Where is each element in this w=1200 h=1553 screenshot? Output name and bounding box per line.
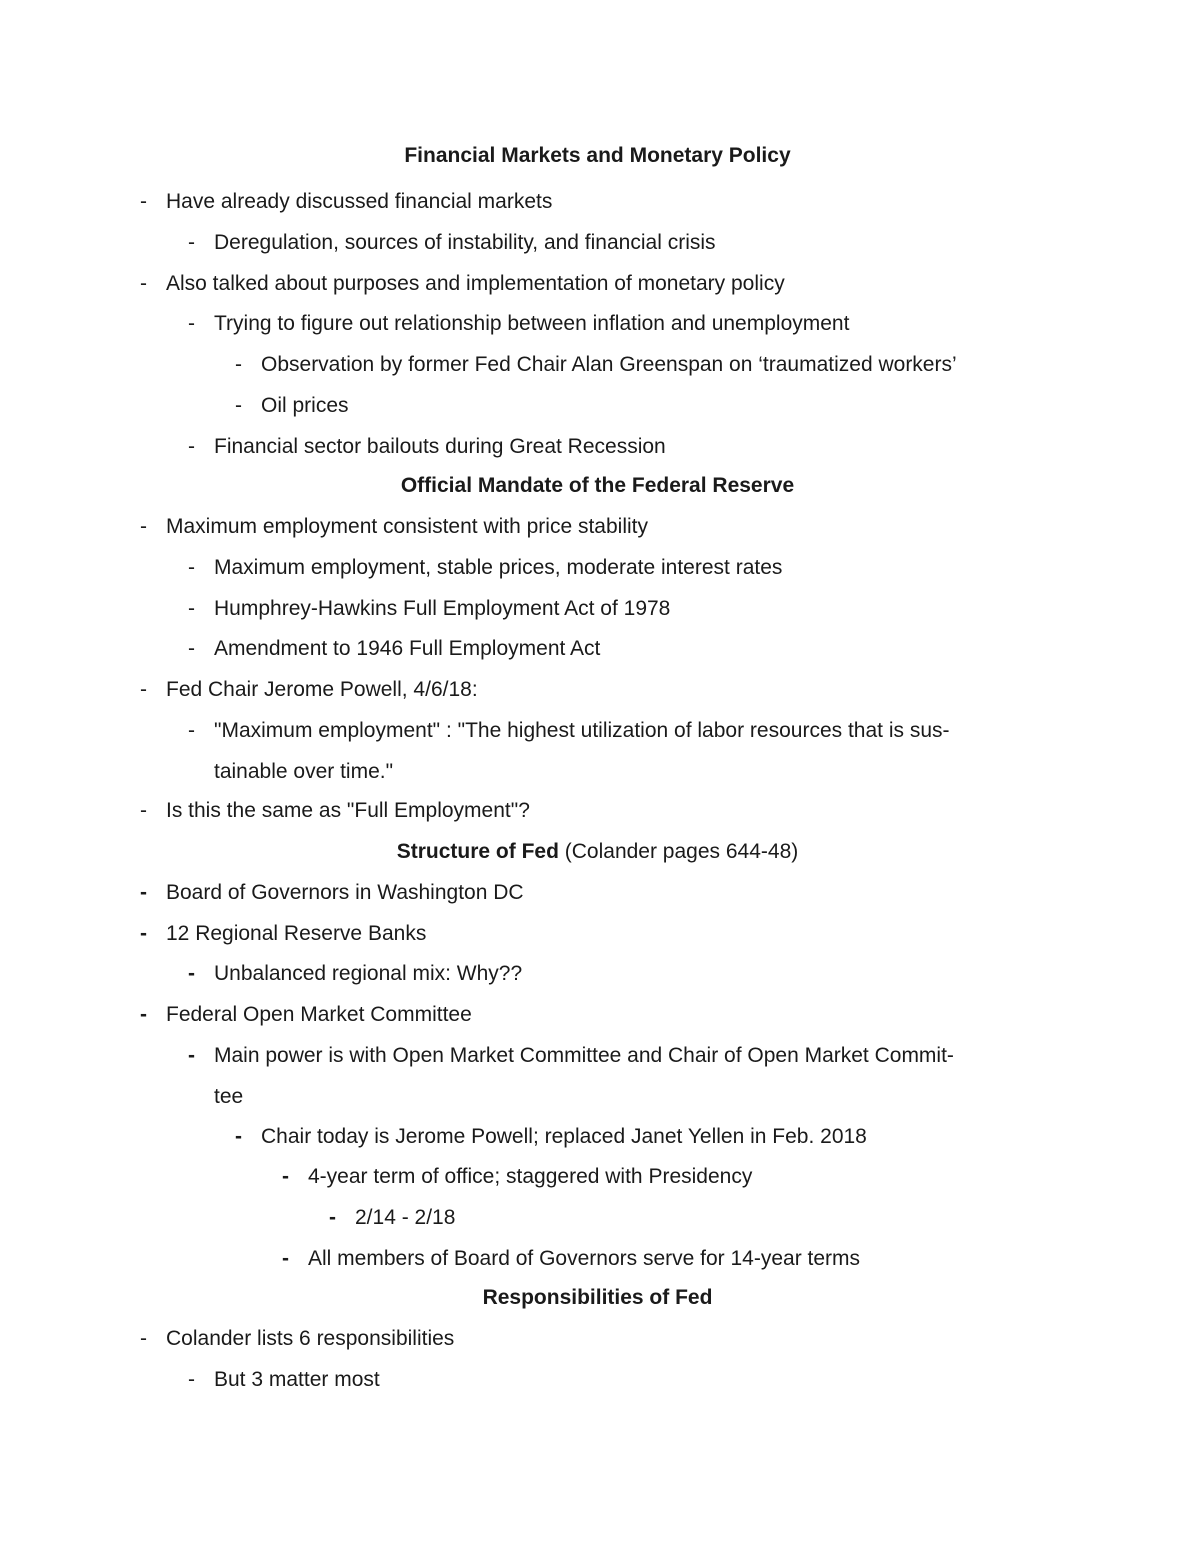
list-item: Amendment to 1946 Full Employment Act [214,637,601,660]
list-item: Observation by former Fed Chair Alan Greenspan on ‘traumatized workers’ [261,353,957,376]
bullet-dash: - [140,799,147,822]
list-item: Fed Chair Jerome Powell, 4/6/18: [166,678,478,701]
bullet-dash: - [140,190,147,213]
heading-text: Official Mandate of the Federal Reserve [400,474,795,497]
bullet-dash: - [188,1044,195,1067]
bullet-dash: - [188,962,195,985]
heading-text: Structure of Fed [396,840,559,863]
bullet-dash: - [188,637,195,660]
bullet-dash: - [282,1247,289,1270]
list-item: Is this the same as "Full Employment"? [166,799,530,822]
list-item: Unbalanced regional mix: Why?? [214,962,523,985]
list-item: Federal Open Market Committee [166,1003,472,1026]
bullet-dash: - [188,312,195,335]
list-item: Humphrey-Hawkins Full Employment Act of 1978 [214,597,671,620]
bullet-dash: - [140,515,147,538]
section-heading [0,1285,1195,1311]
heading-citation: (Colander pages 644-48) [558,840,799,863]
list-item: "Maximum employment" : "The highest utilization of labor resources that is sus- [214,719,950,742]
list-item: All members of Board of Governors serve for 14-year terms [308,1247,861,1270]
section-heading [0,839,1195,865]
list-item: Oil prices [261,394,349,417]
list-item: Maximum employment consistent with price stability [166,515,648,538]
list-item: Financial sector bailouts during Great Recession [214,435,666,458]
bullet-dash: - [188,556,195,579]
list-item: Main power is with Open Market Committee and Chair of Open Market Commit- [214,1044,954,1067]
bullet-dash: - [140,272,147,295]
section-heading [0,143,1195,169]
list-item: But 3 matter most [214,1368,380,1391]
list-item: Deregulation, sources of instability, and financial crisis [214,231,716,254]
bullet-dash: - [235,1125,242,1148]
list-item: Maximum employment, stable prices, moderate interest rates [214,556,783,579]
bullet-dash: - [188,597,195,620]
heading-text: Financial Markets and Monetary Policy [404,144,791,167]
bullet-dash: - [140,881,147,904]
list-item: Have already discussed financial markets [166,190,553,213]
list-item: 4-year term of office; staggered with Presidency [308,1165,753,1188]
list-item-continuation: tainable over time." [214,760,394,783]
bullet-dash: - [188,231,195,254]
bullet-dash: - [282,1165,289,1188]
bullet-dash: - [188,719,195,742]
bullet-dash: - [235,394,242,417]
bullet-dash: - [188,435,195,458]
list-item: Trying to figure out relationship between inflation and unemployment [214,312,850,335]
list-item: Board of Governors in Washington DC [166,881,524,904]
bullet-dash: - [140,922,147,945]
bullet-dash: - [140,1327,147,1350]
heading-text: Responsibilities of Fed [482,1286,713,1309]
bullet-dash: - [235,353,242,376]
list-item: Colander lists 6 responsibilities [166,1327,455,1350]
bullet-dash: - [188,1368,195,1391]
list-item-continuation: tee [214,1085,244,1108]
list-item: 12 Regional Reserve Banks [166,922,427,945]
list-item: Also talked about purposes and implementation of monetary policy [166,272,785,295]
bullet-dash: - [140,1003,147,1026]
section-heading [0,473,1195,499]
bullet-dash: - [140,678,147,701]
list-item: 2/14 - 2/18 [355,1206,456,1229]
list-item: Chair today is Jerome Powell; replaced Janet Yellen in Feb. 2018 [261,1125,867,1148]
bullet-dash: - [329,1206,336,1229]
